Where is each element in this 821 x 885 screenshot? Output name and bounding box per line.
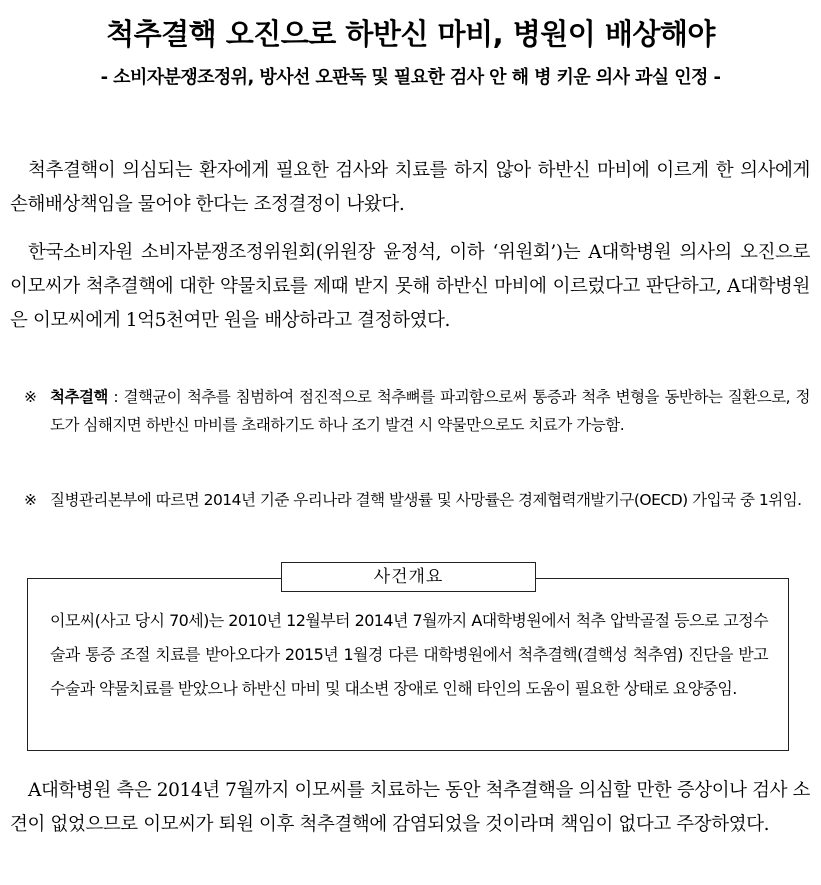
note-definition: : 결핵균이 척추를 침범하여 점진적으로 척추뼈를 파괴함으로써 통증과 척추 변형을 동반하는 질환으로, 정도가 심해지면 하반신 마비를 초래하기도 하나 조기 발견 시 약물만으로도 치료가 가능함. (50, 388, 810, 434)
reference-mark-icon: ※ (24, 388, 37, 406)
paragraph-decision (10, 236, 810, 338)
headline: 척추결핵 오진으로 하반신 마비, 병원이 배상해야 (106, 17, 715, 51)
note-term: 척추결핵 (50, 388, 108, 406)
case-summary-title: 사건개요 (281, 562, 536, 592)
paragraph-hospital-claim (10, 774, 810, 842)
paragraph-hospital-claim-text: A대학병원 측은 2014년 7월까지 이모씨를 치료하는 동안 척추결핵을 의심할 만한 증상이나 검사 소견이 없었으므로 이모씨가 퇴원 이후 척추결핵에 감염되었을 것이라며 책임이 없다고 주장하였다. (10, 780, 811, 835)
note-spinal-tuberculosis (24, 383, 810, 439)
case-summary-text: 이모씨(사고 당시 70세)는 2010년 12월부터 2014년 7월까지 A대학병원에서 척추 압박골절 등으로 고정수술과 통증 조절 치료를 받아오다가 2015년 1월경 다른 대학병원에서 척추결핵(결핵성 척추염) 진단을 받고 수술과 약물치료를 받았으나 하반신 마비 및 대소변 장애로 인해 타인의 도움이 필요한 상태로 요양중임. (50, 611, 768, 698)
note-statistics (24, 486, 810, 514)
subheadline: - 소비자분쟁조정위, 방사선 오판독 및 필요한 검사 안 해 병 키운 의사 과실 인정 - (100, 67, 721, 88)
paragraph-intro (10, 154, 810, 222)
paragraph-intro-text: 척추결핵이 의심되는 환자에게 필요한 검사와 치료를 하지 않아 하반신 마비에 이르게 한 의사에게 손해배상책임을 물어야 한다는 조정결정이 나왔다. (10, 160, 810, 215)
reference-mark-icon: ※ (24, 491, 37, 509)
note-statistics-text: 질병관리본부에 따르면 2014년 기준 우리나라 결핵 발생률 및 사망률은 경제협력개발기구(OECD) 가입국 중 1위임. (50, 491, 802, 509)
paragraph-decision-text: 한국소비자원 소비자분쟁조정위원회(위원장 윤정석, 이하 ‘위원회’)는 A대학병원 의사의 오진으로 이모씨가 척추결핵에 대한 약물치료를 제때 받지 못해 하반신 마비에 이르렀다고 판단하고, A대학병원은 이모씨에게 1억5천여만 원을 배상하라고 결정하였다. (10, 242, 810, 331)
